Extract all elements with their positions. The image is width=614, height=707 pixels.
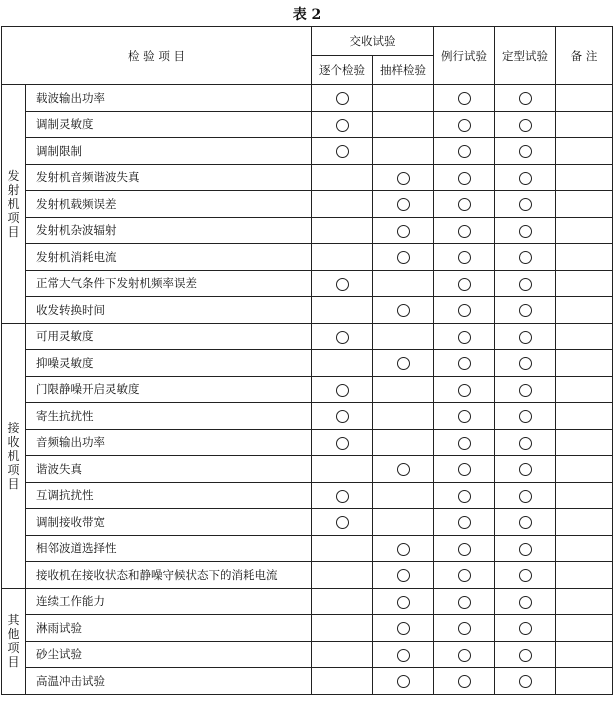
mark-cell [312,535,373,562]
item-name: 发射机载频误差 [26,191,312,218]
circle-mark-icon [336,145,349,158]
table-row [2,350,613,377]
table-row [2,588,613,615]
mark-cell [434,403,495,430]
circle-mark-icon [458,251,471,264]
mark-cell [434,376,495,403]
mark-cell [373,429,434,456]
mark-cell [373,350,434,377]
mark-cell [373,588,434,615]
inspection-table [1,26,613,695]
circle-mark-icon [397,596,410,609]
mark-cell [312,456,373,483]
mark-cell [495,641,556,668]
circle-mark-icon [519,384,532,397]
mark-cell [495,138,556,165]
circle-mark-icon [519,543,532,556]
mark-cell [495,323,556,350]
circle-mark-icon [458,569,471,582]
remarks-cell [556,244,613,271]
mark-cell [434,535,495,562]
circle-mark-icon [336,437,349,450]
mark-cell [434,588,495,615]
remarks-cell [556,641,613,668]
mark-cell [495,615,556,642]
remarks-cell [556,191,613,218]
mark-cell [373,668,434,695]
mark-cell [495,429,556,456]
mark-cell [434,482,495,509]
group-label [2,85,26,324]
mark-cell [312,270,373,297]
item-name: 音频输出功率 [26,429,312,456]
mark-cell [495,297,556,324]
remarks-cell [556,297,613,324]
circle-mark-icon [458,357,471,370]
remarks-cell [556,482,613,509]
mark-cell [373,270,434,297]
circle-mark-icon [397,304,410,317]
circle-mark-icon [519,649,532,662]
circle-mark-icon [397,622,410,635]
circle-mark-icon [458,304,471,317]
mark-cell [495,482,556,509]
mark-cell [373,376,434,403]
mark-cell [312,429,373,456]
circle-mark-icon [458,198,471,211]
mark-cell [434,323,495,350]
mark-cell [434,191,495,218]
header-remarks: 备 注 [556,27,613,85]
mark-cell [495,509,556,536]
item-name: 互调抗扰性 [26,482,312,509]
mark-cell [373,244,434,271]
circle-mark-icon [458,145,471,158]
mark-cell [495,403,556,430]
item-name: 接收机在接收状态和静噪守候状态下的消耗电流 [26,562,312,589]
mark-cell [312,244,373,271]
item-name: 抑噪灵敏度 [26,350,312,377]
mark-cell [312,482,373,509]
header-item: 检 验 项 目 [2,27,312,85]
circle-mark-icon [519,675,532,688]
mark-cell [373,641,434,668]
item-name: 连续工作能力 [26,588,312,615]
mark-cell [373,562,434,589]
item-name: 载波输出功率 [26,85,312,112]
mark-cell [495,270,556,297]
circle-mark-icon [519,145,532,158]
circle-mark-icon [336,278,349,291]
item-name: 调制灵敏度 [26,111,312,138]
table-body [2,85,613,695]
item-name: 正常大气条件下发射机频率误差 [26,270,312,297]
mark-cell [373,85,434,112]
table-row [2,429,613,456]
mark-cell [373,138,434,165]
item-name: 砂尘试验 [26,641,312,668]
circle-mark-icon [519,119,532,132]
item-name: 发射机音频谐波失真 [26,164,312,191]
table-row [2,138,613,165]
group-label-text: 发射机项目 [7,168,20,239]
mark-cell [495,588,556,615]
mark-cell [434,111,495,138]
circle-mark-icon [458,225,471,238]
circle-mark-icon [397,251,410,264]
table-row [2,191,613,218]
circle-mark-icon [519,463,532,476]
mark-cell [373,403,434,430]
group-label-text: 接收机项目 [7,420,20,491]
mark-cell [312,217,373,244]
item-name: 谐波失真 [26,456,312,483]
mark-cell [434,615,495,642]
mark-cell [312,641,373,668]
mark-cell [373,323,434,350]
group-label-text: 其他项目 [7,613,20,669]
table-row [2,456,613,483]
table-row [2,297,613,324]
mark-cell [434,138,495,165]
mark-cell [495,456,556,483]
mark-cell [373,297,434,324]
remarks-cell [556,85,613,112]
header-routine-test: 例行试验 [434,27,495,85]
item-name: 高温冲击试验 [26,668,312,695]
circle-mark-icon [458,596,471,609]
remarks-cell [556,588,613,615]
mark-cell [312,562,373,589]
mark-cell [312,191,373,218]
mark-cell [434,85,495,112]
mark-cell [495,164,556,191]
circle-mark-icon [336,331,349,344]
table-row [2,403,613,430]
circle-mark-icon [458,172,471,185]
circle-mark-icon [519,304,532,317]
table-row [2,509,613,536]
mark-cell [373,615,434,642]
circle-mark-icon [458,331,471,344]
circle-mark-icon [397,543,410,556]
mark-cell [312,668,373,695]
item-name: 可用灵敏度 [26,323,312,350]
mark-cell [434,297,495,324]
circle-mark-icon [458,516,471,529]
table-row [2,270,613,297]
table-row [2,641,613,668]
circle-mark-icon [458,463,471,476]
circle-mark-icon [519,251,532,264]
mark-cell [434,641,495,668]
item-name: 收发转换时间 [26,297,312,324]
header-one-by-one: 逐个检验 [312,56,373,85]
table-row [2,217,613,244]
circle-mark-icon [519,92,532,105]
circle-mark-icon [519,198,532,211]
mark-cell [373,456,434,483]
remarks-cell [556,138,613,165]
mark-cell [312,403,373,430]
circle-mark-icon [519,596,532,609]
header-delivery-test: 交收试验 [312,27,434,56]
mark-cell [312,350,373,377]
circle-mark-icon [336,92,349,105]
circle-mark-icon [519,278,532,291]
circle-mark-icon [519,516,532,529]
mark-cell [434,270,495,297]
circle-mark-icon [519,225,532,238]
mark-cell [434,429,495,456]
table-row [2,164,613,191]
remarks-cell [556,456,613,483]
mark-cell [312,111,373,138]
mark-cell [373,535,434,562]
circle-mark-icon [397,649,410,662]
mark-cell [495,85,556,112]
table-row [2,376,613,403]
table-row [2,244,613,271]
item-name: 相邻波道选择性 [26,535,312,562]
circle-mark-icon [458,543,471,556]
mark-cell [312,509,373,536]
remarks-cell [556,668,613,695]
mark-cell [495,562,556,589]
table-row [2,482,613,509]
circle-mark-icon [397,225,410,238]
mark-cell [495,668,556,695]
mark-cell [434,562,495,589]
circle-mark-icon [397,198,410,211]
mark-cell [373,217,434,244]
remarks-cell [556,164,613,191]
circle-mark-icon [458,119,471,132]
circle-mark-icon [397,357,410,370]
remarks-cell [556,323,613,350]
mark-cell [312,164,373,191]
table-row [2,535,613,562]
table-caption: 表 2 [292,7,322,23]
header-type-test: 定型试验 [495,27,556,85]
remarks-cell [556,535,613,562]
table-row [2,323,613,350]
mark-cell [312,376,373,403]
mark-cell [495,191,556,218]
remarks-cell [556,615,613,642]
mark-cell [495,217,556,244]
mark-cell [312,138,373,165]
circle-mark-icon [519,490,532,503]
item-name: 寄生抗扰性 [26,403,312,430]
mark-cell [434,164,495,191]
item-name: 调制接收带宽 [26,509,312,536]
circle-mark-icon [519,569,532,582]
item-name: 发射机消耗电流 [26,244,312,271]
circle-mark-icon [458,649,471,662]
circle-mark-icon [519,331,532,344]
mark-cell [373,482,434,509]
header-sampling: 抽样检验 [373,56,434,85]
circle-mark-icon [458,92,471,105]
table-row [2,111,613,138]
remarks-cell [556,376,613,403]
remarks-cell [556,270,613,297]
item-name: 发射机杂波辐射 [26,217,312,244]
mark-cell [373,509,434,536]
group-label [2,588,26,694]
circle-mark-icon [458,384,471,397]
item-name: 门限静噪开启灵敏度 [26,376,312,403]
group-label [2,323,26,588]
mark-cell [495,535,556,562]
mark-cell [312,85,373,112]
table-row [2,615,613,642]
circle-mark-icon [397,675,410,688]
circle-mark-icon [519,437,532,450]
circle-mark-icon [519,410,532,423]
mark-cell [312,615,373,642]
circle-mark-icon [336,410,349,423]
circle-mark-icon [336,119,349,132]
circle-mark-icon [519,622,532,635]
circle-mark-icon [336,516,349,529]
circle-mark-icon [458,490,471,503]
table-row [2,668,613,695]
mark-cell [312,588,373,615]
circle-mark-icon [397,463,410,476]
table-row [2,562,613,589]
circle-mark-icon [519,357,532,370]
remarks-cell [556,350,613,377]
table-row [2,85,613,112]
mark-cell [434,217,495,244]
circle-mark-icon [336,490,349,503]
circle-mark-icon [458,278,471,291]
mark-cell [373,164,434,191]
circle-mark-icon [458,437,471,450]
remarks-cell [556,509,613,536]
item-name: 淋雨试验 [26,615,312,642]
circle-mark-icon [336,384,349,397]
circle-mark-icon [397,172,410,185]
mark-cell [495,376,556,403]
mark-cell [312,297,373,324]
circle-mark-icon [458,622,471,635]
mark-cell [495,350,556,377]
mark-cell [434,350,495,377]
mark-cell [373,111,434,138]
item-name: 调制限制 [26,138,312,165]
mark-cell [495,244,556,271]
circle-mark-icon [519,172,532,185]
circle-mark-icon [458,675,471,688]
mark-cell [312,323,373,350]
mark-cell [434,668,495,695]
mark-cell [495,111,556,138]
mark-cell [434,509,495,536]
remarks-cell [556,111,613,138]
circle-mark-icon [458,410,471,423]
mark-cell [373,191,434,218]
remarks-cell [556,562,613,589]
mark-cell [434,456,495,483]
remarks-cell [556,217,613,244]
remarks-cell [556,429,613,456]
remarks-cell [556,403,613,430]
circle-mark-icon [397,569,410,582]
mark-cell [434,244,495,271]
